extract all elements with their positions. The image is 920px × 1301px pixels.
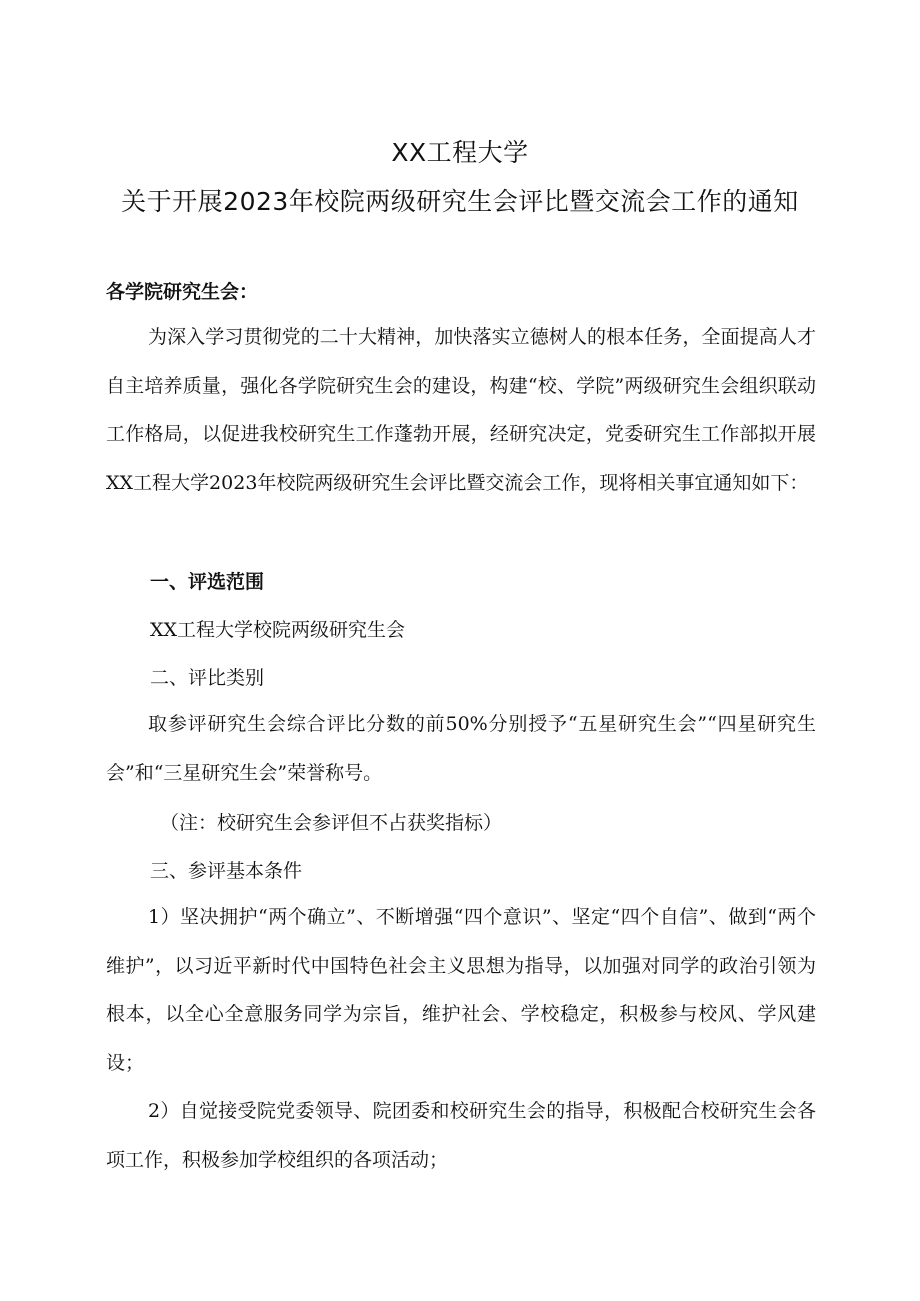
document-title-line-1: XX工程大学: [391, 138, 529, 167]
section-2-heading: 二、评比类别: [150, 667, 265, 689]
section-3-item-2: 2）自觉接受院党委领导、院团委和校研究生会的指导，积极配合校研究生会各项工作，积极参加学校组织的各项活动；: [106, 1100, 816, 1171]
document-title-line-2: 关于开展2023年校院两级研究生会评比暨交流会工作的通知: [121, 187, 799, 216]
section-3-heading: 三、参评基本条件: [150, 860, 303, 882]
section-3-item-1: 1）坚决拥护“两个确立”、不断增强“四个意识”、坚定“四个自信”、做到“两个维护”，以习近平新时代中国特色社会主义思想为指导，以加强对同学的政治引领为根本，以全心全意服务同学为宗旨，维护社会、学校稳定，积极参与校风、学风建设；: [106, 906, 816, 1074]
salutation: 各学院研究生会：: [106, 281, 259, 303]
section-2-body: 取参评研究生会综合评比分数的前50%分别授予“五星研究生会”“四星研究生会”和“三星研究生会”荣誉称号。: [106, 713, 816, 784]
section-1-heading: 一、评选范围: [150, 571, 265, 593]
section-1-body: XX工程大学校院两级研究生会: [150, 619, 406, 641]
section-2-note: （注：校研究生会参评但不占获奖指标）: [160, 812, 503, 834]
intro-paragraph: 为深入学习贯彻党的二十大精神，加快落实立德树人的根本任务，全面提高人才自主培养质量，强化各学院研究生会的建设，构建“校、学院”两级研究生会组织联动工作格局，以促进我校研究生工作蓬勃开展，经研究决定，党委研究生工作部拟开展XX工程大学2023年校院两级研究生会评比暨交流会工作，现将相关事宜通知如下：: [106, 326, 816, 494]
